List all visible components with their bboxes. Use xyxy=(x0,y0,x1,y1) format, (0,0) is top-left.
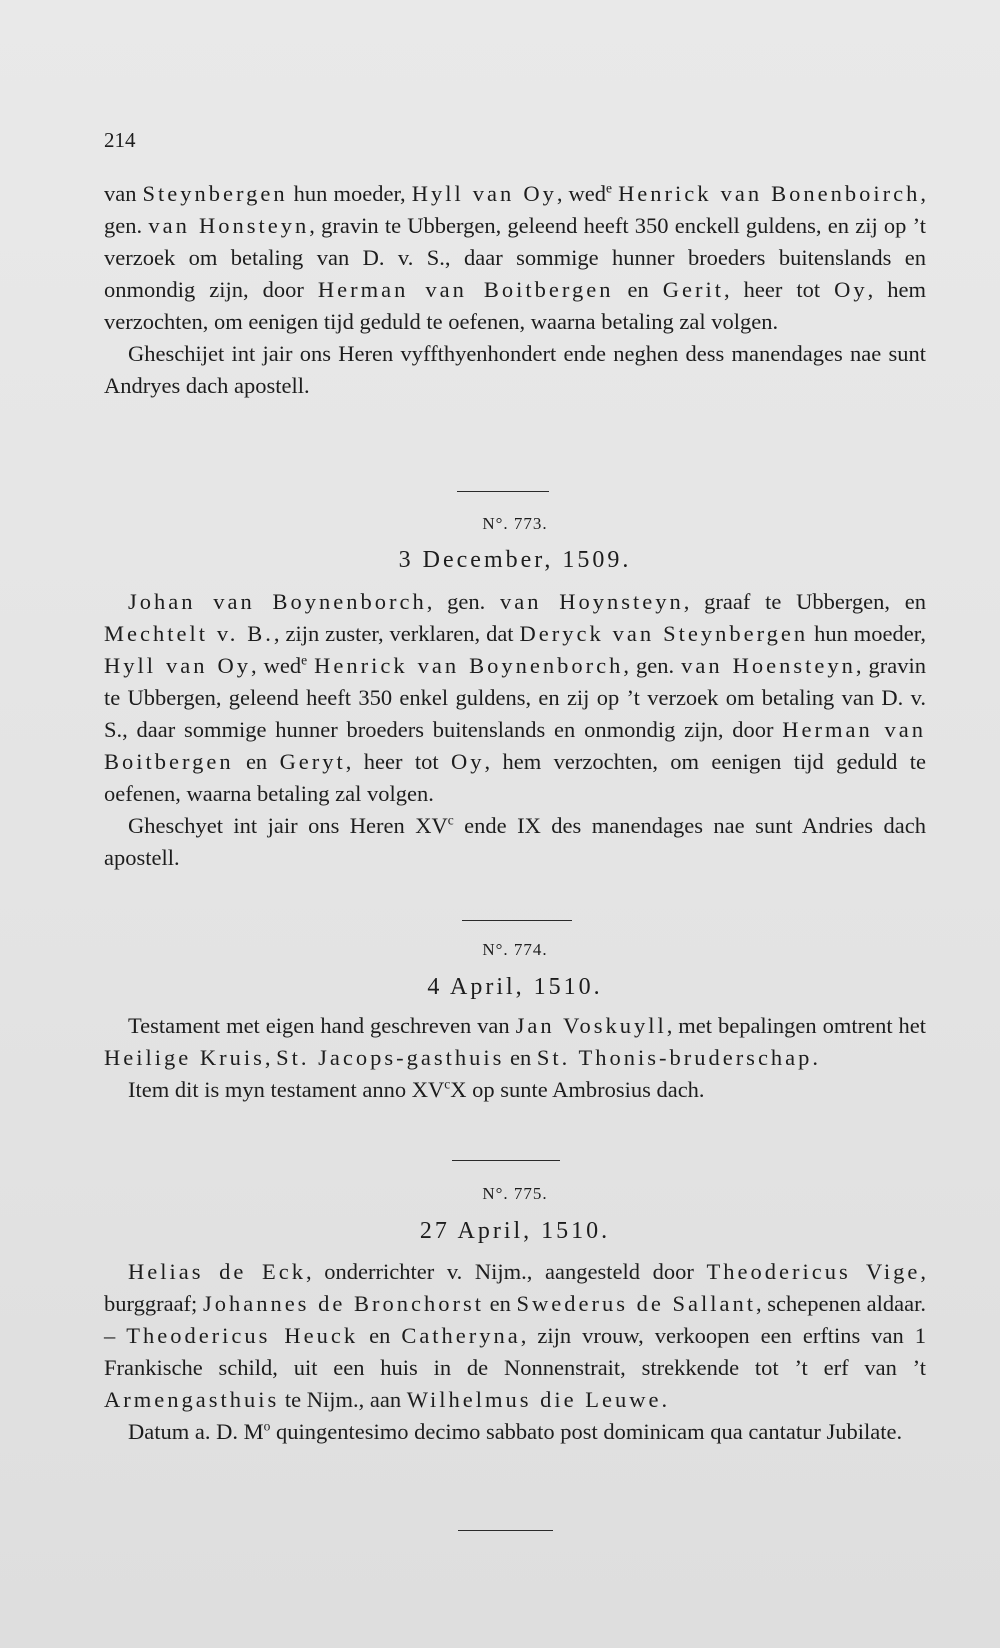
entry-body xyxy=(104,586,926,874)
spaced-name: Armengasthuis xyxy=(104,1387,280,1412)
spaced-name: Herman van Boitbergen xyxy=(317,277,614,302)
entry-paragraph: Gheschyet int jair ons Heren $XV^c$ ende IX des manendages nae sunt Andries dach apostell. xyxy=(104,812,927,870)
entry-body xyxy=(104,1256,926,1448)
spaced-name: Herman van Boitbergen xyxy=(104,717,926,774)
spaced-name: Hyll van Oy xyxy=(104,653,252,678)
superscript: e xyxy=(301,652,308,668)
entry-date: 3 December, 1509. xyxy=(398,547,632,573)
spaced-name: van Honsteyn xyxy=(148,213,310,238)
spaced-name: Gerit xyxy=(662,277,724,302)
spaced-name: Heilige Kruis xyxy=(104,1045,265,1070)
spaced-name: van Hoynsteyn xyxy=(499,589,684,614)
spaced-name: Swederus de Sallant xyxy=(516,1291,757,1316)
spaced-name: Deryck van Steynbergen xyxy=(519,621,809,646)
section-divider xyxy=(458,1530,553,1531)
superscript: o xyxy=(263,1418,271,1434)
entry-date: 4 April, 1510. xyxy=(427,974,603,1000)
spaced-name: Jan Voskuyll xyxy=(515,1013,667,1038)
spaced-name: Johan van Boynenborch xyxy=(128,589,427,614)
spaced-name: Oy xyxy=(451,749,485,774)
spaced-name: Mechtelt v. B. xyxy=(104,621,274,646)
spaced-name: van Hoensteyn xyxy=(681,653,856,678)
superscript: c xyxy=(447,812,454,828)
entry-paragraph: Testament met eigen hand geschreven van Jan Voskuyll, met bepalingen omtrent het Heilige Kruis, St. Jacops-gasthuis en St. Thonis-bruderschap. xyxy=(104,1013,926,1070)
intro-paragraph-2: Gheschijet int jair ons Heren vyffthyenhondert ende neghen dess manendages nae sunt Andryes dach apostell. xyxy=(104,341,926,398)
spaced-name: Henrick van Boynenborch xyxy=(314,653,624,678)
spaced-name: St. Jacops-gasthuis xyxy=(276,1045,505,1070)
spaced-name: Henrick van Bonenboirch xyxy=(618,181,921,206)
superscript: e xyxy=(606,180,612,196)
entry-body xyxy=(104,1010,926,1106)
spaced-name: Johannes de Bronchorst xyxy=(202,1291,484,1316)
spaced-name: St. Thonis-bruderschap xyxy=(536,1045,813,1070)
page-number: 214 xyxy=(104,128,136,152)
entry-paragraph: Item dit is myn testament anno $XV^cX$ op sunte Ambrosius dach. xyxy=(128,1076,705,1102)
entry-paragraph: Johan van Boynenborch, gen. van Hoynsteyn, graaf te Ubbergen, en Mechtelt v. B., zijn zuster, verklaren, dat Deryck van Steynbergen hun moeder, Hyll van Oy, wed$^e$ Henrick van Boynenborch, gen. van Hoensteyn, gravin te Ubbergen, geleend heeft 350 enkel guldens, en zij op ’t verzoek om betaling van D. v. S., daar sommige hunner broeders buitenslands en onmondig zijn, door Herman van Boitbergen en Geryt, heer tot Oy, hem verzochten, om eenigen tijd geduld te oefenen, waarna betaling zal volgen. xyxy=(104,589,927,806)
spaced-name: Oy xyxy=(834,277,868,302)
entry-number: N°. 775. xyxy=(482,1184,548,1203)
entry-number: N°. 773. xyxy=(482,514,548,533)
section-divider xyxy=(457,491,549,492)
spaced-name: Hyll van Oy xyxy=(411,181,557,206)
superscript: c xyxy=(444,1076,451,1092)
intro-text xyxy=(104,178,926,402)
spaced-name: Steynbergen xyxy=(142,181,288,206)
spaced-name: Catheryna xyxy=(401,1323,521,1348)
spaced-name: Helias de Eck xyxy=(128,1259,306,1284)
section-divider xyxy=(452,1160,560,1161)
entry-date: 27 April, 1510. xyxy=(419,1218,611,1244)
spaced-name: Wilhelmus die Leuwe xyxy=(406,1387,662,1412)
entry-paragraph: Helias de Eck, onderrichter v. Nijm., aangesteld door Theodericus Vige, burggraaf; Johannes de Bronchorst en Swederus de Sallant, schepenen aldaar. – Theodericus Heuck en Catheryna, zijn vrouw, verkoopen een erftins van 1 Frankische schild, uit een huis in de Nonnenstrait, strekkende tot ’t erf van ’t Armengasthuis te Nijm., aan Wilhelmus die Leuwe. xyxy=(104,1259,926,1412)
section-divider xyxy=(462,920,572,921)
entry-paragraph: Datum a. D. $M^o$ quingentesimo decimo sabbato post dominicam qua cantatur Jubilate. xyxy=(128,1418,903,1444)
spaced-name: Theodericus Heuck xyxy=(126,1323,359,1348)
intro-paragraph-1: van Steynbergen hun moeder, Hyll van Oy, wed$^e$ Henrick van Bonenboirch, gen. van Honsteyn, gravin te Ubbergen, geleend heeft 350 enckell guldens, en zij op ’t verzoek om betaling van D. v. S., daar sommige hunner broeders buitenslands en onmondig zijn, door Herman van Boitbergen en Gerit, heer tot Oy, hem verzochten, om eenigen tijd geduld te oefenen, waarna betaling zal volgen. xyxy=(104,180,926,334)
spaced-name: Theodericus Vige xyxy=(706,1259,921,1284)
spaced-name: Geryt xyxy=(279,749,346,774)
entry-number: N°. 774. xyxy=(482,940,548,959)
